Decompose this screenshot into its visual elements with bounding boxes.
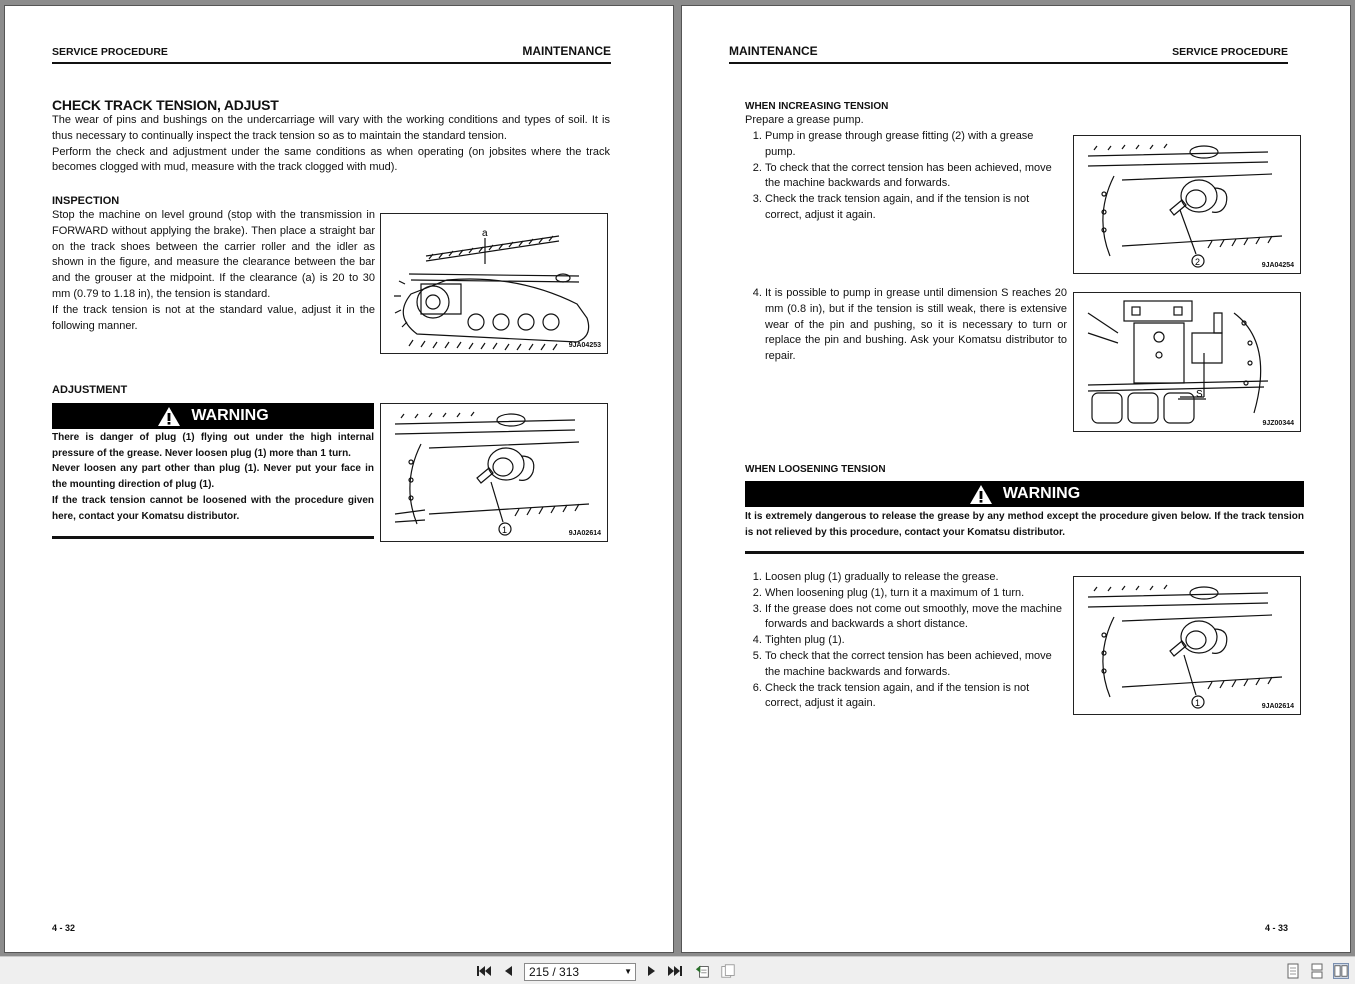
first-page-icon (476, 964, 492, 978)
left-page (4, 5, 674, 953)
dimension-s-label: S (1196, 389, 1203, 400)
figure-code: 9JA02614 (1261, 703, 1294, 710)
go-back-button[interactable] (695, 963, 711, 979)
page-number: 4 - 32 (52, 923, 76, 933)
figure-code: 9JA04253 (568, 342, 601, 349)
track-illustration (381, 214, 607, 353)
dimension-s-illustration (1074, 293, 1300, 431)
page-indicator: 215 / 313 (529, 965, 580, 979)
loosen-plug-figure (1073, 576, 1301, 715)
step-item: 1. Loosen plug (1) gradually to release the grease. (765, 570, 1067, 586)
loosening-steps (745, 570, 1067, 712)
continuous-button[interactable] (1309, 963, 1325, 979)
grease-plug-illustration (381, 404, 607, 541)
intro-text (52, 113, 610, 176)
adjustment-heading: ADJUSTMENT (52, 384, 128, 396)
grease-fitting-illustration (1074, 136, 1300, 273)
step-item: 3. If the grease does not come out smoothly, move the machine forwards and backwards a short distance. (765, 602, 1067, 634)
inspection-heading: INSPECTION (52, 195, 120, 207)
warning-rule (745, 551, 1304, 554)
warning-icon (969, 484, 993, 505)
warning-text (745, 509, 1304, 540)
increasing-heading: WHEN INCREASING TENSION (745, 101, 889, 112)
go-back-icon (695, 963, 711, 979)
header-left: MAINTENANCE (729, 44, 818, 58)
inspection-paragraph: If the track tension is not at the standard value, adjust it in the following manner. (52, 303, 375, 332)
plug-label: 1 (1195, 698, 1201, 708)
section-title: CHECK TRACK TENSION, ADJUST (52, 97, 279, 113)
step-item: 5. To check that the correct tension has been achieved, move the machine backwards and forwards. (765, 649, 1067, 681)
step-item: 1. Pump in grease through grease fitting (2) with a grease pump. (765, 129, 1067, 161)
page-header (729, 44, 1288, 64)
go-forward-icon (720, 963, 736, 979)
fitting-label: 2 (1195, 257, 1201, 267)
dimension-s-figure (1073, 292, 1301, 432)
header-left: SERVICE PROCEDURE (52, 46, 168, 58)
figure-code: 9JA04254 (1261, 262, 1294, 269)
last-page-icon (667, 964, 683, 978)
single-page-icon (1287, 963, 1299, 979)
increasing-intro: Prepare a grease pump. (745, 114, 864, 126)
page-number: 4 - 33 (1264, 923, 1288, 933)
figure-code: 9JZ00344 (1262, 420, 1294, 427)
single-page-button[interactable] (1285, 963, 1301, 979)
two-page-button[interactable] (1333, 963, 1349, 979)
warning-banner (745, 481, 1304, 507)
grease-fitting-figure (1073, 135, 1301, 274)
step-item: 4. Tighten plug (1). (765, 633, 1067, 649)
prev-page-icon (502, 964, 514, 978)
warning-banner (52, 403, 374, 429)
step-item: 2. To check that the correct tension has been achieved, move the machine backwards and forwards. (765, 161, 1067, 193)
continuous-icon (1311, 963, 1323, 979)
loosen-plug-illustration (1074, 577, 1300, 714)
dimension-a-label: a (482, 228, 488, 239)
warning-paragraph: There is danger of plug (1) flying out under the high internal pressure of the grease. Never loosen plug (1) more than 1 turn. (52, 432, 374, 459)
warning-paragraph: Never loosen any part other than plug (1). Never put your face in the mounting direction of plug (1). (52, 463, 374, 491)
track-tension-figure (380, 213, 608, 354)
next-page-icon (646, 964, 658, 978)
loosening-heading: WHEN LOOSENING TENSION (745, 464, 886, 475)
warning-text (52, 430, 374, 524)
go-forward-button[interactable] (720, 963, 736, 979)
last-page-button[interactable] (667, 963, 683, 979)
viewer-toolbar (0, 956, 1355, 984)
next-page-button[interactable] (644, 963, 660, 979)
header-right: SERVICE PROCEDURE (1172, 46, 1288, 58)
warning-icon (157, 406, 181, 427)
two-page-icon (1334, 964, 1348, 978)
increasing-step-4 (745, 286, 1067, 365)
step-item: 6. Check the track tension again, and if the tension is not correct, adjust it again. (765, 681, 1067, 713)
first-page-button[interactable] (476, 963, 492, 979)
inspection-paragraph: Stop the machine on level ground (stop with the transmission in FORWARD without applying the brake). Then place a straight bar on the track shoes between the carrier roller and the idler as shown in the figure, and measure the clearance between the bar and the grouser at the midpoint. If the clearance (a) is 20 to 30 mm (0.79 to 1.18 in), the tension is standard. (52, 209, 375, 300)
intro-paragraph: Perform the check and adjustment under the same conditions as when operating (on jobsites where the track becomes clogged with mud, measure with the track clogged with mud). (52, 145, 610, 174)
inspection-text (52, 208, 375, 334)
warning-rule (52, 536, 374, 539)
chevron-down-icon: ▼ (624, 967, 632, 976)
prev-page-button[interactable] (500, 963, 516, 979)
plug-label: 1 (502, 525, 508, 535)
header-right: MAINTENANCE (522, 44, 611, 58)
warning-label: WARNING (191, 407, 269, 424)
page-header (52, 44, 611, 64)
increasing-steps (745, 129, 1067, 224)
page-number-select[interactable] (524, 963, 636, 981)
step-item: 3. Check the track tension again, and if the tension is not correct, adjust it again. (765, 192, 1067, 224)
grease-plug-figure (380, 403, 608, 542)
warning-paragraph: It is extremely dangerous to release the grease by any method except the procedure given below. If the track tension is not relieved by this procedure, contact your Komatsu distributor. (745, 511, 1304, 538)
step-item: 4. It is possible to pump in grease until dimension S reaches 20 mm (0.8 in), but if the tension is still weak, there is extensive wear of the pin and pushing, so it is necessary to turn or replace the pin and bushing. Ask your Komatsu distributor to repair. (765, 286, 1067, 365)
warning-paragraph: If the track tension cannot be loosened with the procedure given here, contact your Komatsu distributor. (52, 494, 374, 522)
intro-paragraph: The wear of pins and bushings on the undercarriage will vary with the working conditions and types of soil. It is thus necessary to continually inspect the track tension so as to maintain the standard tension. (52, 114, 610, 142)
right-page (681, 5, 1351, 953)
warning-label: WARNING (1002, 485, 1081, 502)
step-item: 2. When loosening plug (1), turn it a maximum of 1 turn. (765, 586, 1067, 602)
figure-code: 9JA02614 (568, 530, 601, 537)
